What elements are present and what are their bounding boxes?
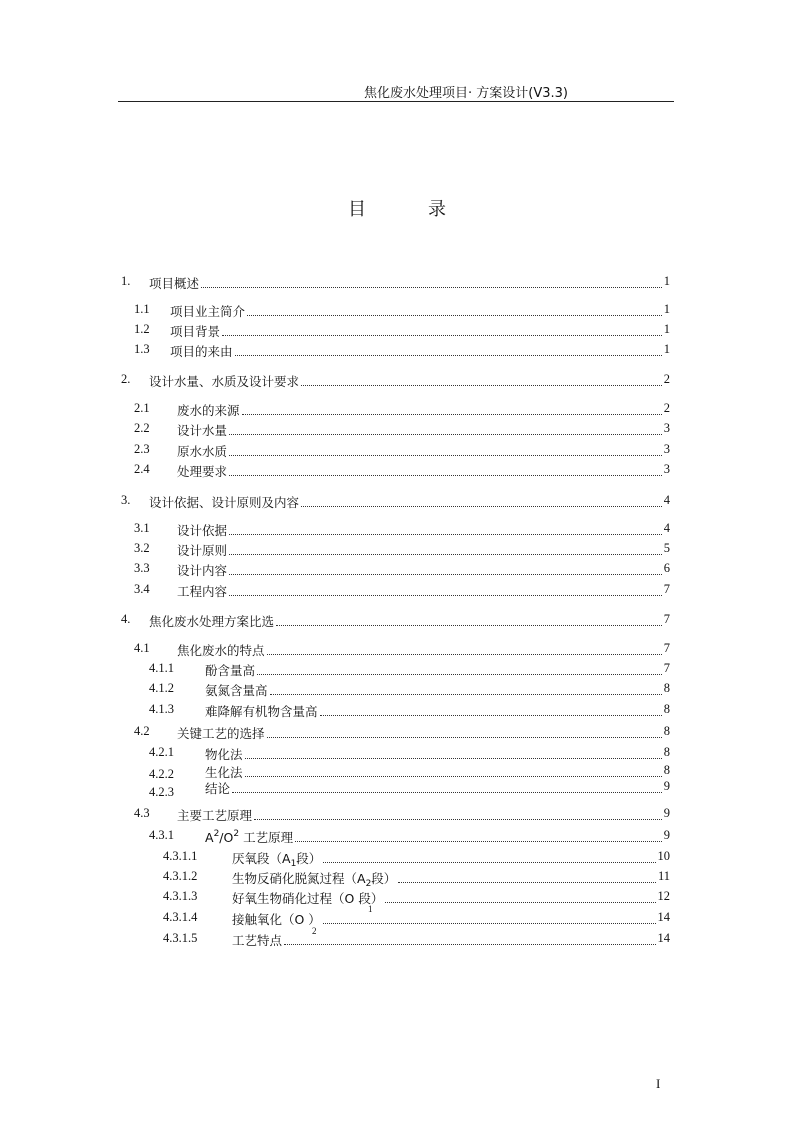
toc-title bbox=[0, 195, 794, 221]
toc-leader-dots bbox=[323, 923, 656, 924]
toc-entry-label: 氨氮含量高 bbox=[205, 683, 268, 698]
toc-page-number: 3 bbox=[663, 442, 670, 456]
toc-entry-1[interactable] bbox=[149, 274, 199, 292]
toc-page-number: 9 bbox=[663, 828, 670, 842]
toc-leader-dots bbox=[222, 335, 662, 336]
toc-entry-number: 4.3.1.5 bbox=[163, 931, 198, 945]
toc-entry-number: 3.2 bbox=[134, 541, 150, 555]
toc-entry-number: 4.2.3 bbox=[149, 785, 174, 799]
toc-entry-label: 设计原则 bbox=[177, 543, 228, 558]
toc-entry-label: A bbox=[205, 830, 214, 845]
toc-entry-3-4[interactable] bbox=[177, 582, 227, 600]
toc-entry-number: 3. bbox=[121, 493, 131, 507]
toc-entry-1-3[interactable] bbox=[170, 342, 233, 360]
toc-entry-number: 2.2 bbox=[134, 421, 150, 435]
toc-page-number: 1 bbox=[663, 342, 670, 356]
toc-entry-number: 4.3.1 bbox=[149, 828, 174, 842]
toc-page-number: 5 bbox=[663, 541, 670, 555]
toc-page-number: 4 bbox=[663, 493, 670, 507]
toc-entry-label: 设计水量 bbox=[177, 423, 228, 438]
toc-page-number: 11 bbox=[657, 869, 670, 883]
toc-entry-3-3[interactable] bbox=[177, 561, 227, 579]
toc-entry-label-part: 段） bbox=[296, 851, 322, 866]
toc-page-number: 14 bbox=[657, 931, 670, 945]
toc-page-number: 12 bbox=[657, 889, 670, 903]
superscript: 2 bbox=[213, 829, 220, 839]
subscript: 2 bbox=[365, 879, 372, 889]
superscript: 2 bbox=[233, 829, 240, 839]
toc-entry-label: 主要工艺原理 bbox=[177, 808, 253, 823]
toc-entry-label: 关键工艺的选择 bbox=[177, 726, 265, 741]
toc-leader-dots bbox=[276, 625, 662, 626]
toc-entry-3[interactable] bbox=[149, 493, 299, 511]
toc-page-number: 8 bbox=[663, 745, 670, 759]
toc-entry-label: 设计内容 bbox=[177, 563, 228, 578]
toc-page-number: 6 bbox=[663, 561, 670, 575]
toc-entry-label: 设计水量、水质及设计要求 bbox=[149, 374, 300, 389]
toc-page-number: 1 bbox=[663, 302, 670, 316]
toc-entry-label: 设计依据、设计原则及内容 bbox=[149, 495, 300, 510]
toc-entry-label: 废水的来源 bbox=[177, 403, 240, 418]
toc-entry-label: 生物反硝化脱氮过程（A bbox=[232, 871, 366, 886]
toc-leader-dots bbox=[229, 595, 662, 596]
toc-entry-number: 4.3.1.1 bbox=[163, 849, 198, 863]
toc-entry-4-3[interactable] bbox=[177, 806, 252, 824]
floating-superscript: 1 bbox=[368, 904, 373, 914]
toc-leader-dots bbox=[301, 506, 662, 507]
toc-entry-number: 2.4 bbox=[134, 462, 150, 476]
toc-entry-label: 酚含量高 bbox=[205, 663, 256, 678]
toc-page-number: 7 bbox=[663, 582, 670, 596]
toc-page-number: 7 bbox=[663, 661, 670, 675]
toc-entry-2-4[interactable] bbox=[177, 462, 227, 480]
page-header: 焦化废水处理项目· 方案设计(V3.3) bbox=[364, 86, 568, 101]
toc-entry-number: 4.3.1.3 bbox=[163, 889, 198, 903]
toc-page-number: 10 bbox=[657, 849, 670, 863]
toc-leader-dots bbox=[201, 287, 662, 288]
toc-entry-number: 4.3.1.2 bbox=[163, 869, 198, 883]
page-number-footer: I bbox=[656, 1076, 661, 1091]
toc-entry-number: 4.1.2 bbox=[149, 681, 174, 695]
toc-leader-dots bbox=[229, 434, 662, 435]
toc-leader-dots bbox=[320, 715, 662, 716]
toc-page-number: 7 bbox=[663, 612, 670, 626]
toc-page-number: 9 bbox=[663, 779, 670, 793]
toc-entry-3-2[interactable] bbox=[177, 541, 227, 559]
toc-page-number: 7 bbox=[663, 641, 670, 655]
toc-leader-dots bbox=[284, 944, 656, 945]
toc-entry-4-3-1[interactable] bbox=[205, 828, 293, 846]
toc-entry-number: 4.3.1.4 bbox=[163, 910, 198, 924]
toc-entry-label: 设计依据 bbox=[177, 523, 228, 538]
toc-page-number: 8 bbox=[663, 681, 670, 695]
toc-entry-number: 1.3 bbox=[134, 342, 150, 356]
floating-superscript: 2 bbox=[312, 926, 317, 936]
toc-entry-4-3-1-1[interactable] bbox=[232, 849, 321, 869]
toc-leader-dots bbox=[267, 654, 662, 655]
toc-entry-number: 1.1 bbox=[134, 302, 150, 316]
toc-entry-label-part: /O bbox=[219, 830, 234, 845]
toc-leader-dots bbox=[398, 882, 656, 883]
toc-entry-label: 物化法 bbox=[205, 747, 243, 762]
toc-entry-3-1[interactable] bbox=[177, 521, 227, 539]
toc-entry-label: 工艺特点 bbox=[232, 933, 283, 948]
toc-entry-number: 4.1.3 bbox=[149, 702, 174, 716]
toc-title-right: 录 bbox=[428, 199, 446, 220]
toc-leader-dots bbox=[267, 737, 662, 738]
toc-entry-number: 4.2.2 bbox=[149, 767, 174, 781]
toc-page-number: 3 bbox=[663, 462, 670, 476]
toc-leader-dots bbox=[229, 455, 662, 456]
toc-entry-label: 焦化废水处理方案比选 bbox=[149, 614, 275, 629]
toc-leader-dots bbox=[229, 554, 662, 555]
toc-entry-label-part: 段） bbox=[371, 871, 397, 886]
toc-leader-dots bbox=[301, 385, 662, 386]
toc-entry-label: 原水水质 bbox=[177, 444, 228, 459]
toc-entry-number: 3.3 bbox=[134, 561, 150, 575]
toc-entry-2-1[interactable] bbox=[177, 401, 240, 419]
toc-entry-label: 处理要求 bbox=[177, 464, 228, 479]
toc-entry-number: 2. bbox=[121, 372, 131, 386]
toc-entry-label-part: 工艺原理 bbox=[239, 830, 294, 845]
toc-leader-dots bbox=[254, 819, 662, 820]
toc-leader-dots bbox=[229, 574, 662, 575]
toc-page-number: 8 bbox=[663, 724, 670, 738]
toc-leader-dots bbox=[242, 414, 662, 415]
toc-entry-label: 生化法 bbox=[205, 765, 243, 780]
toc-entry-4-1-1[interactable] bbox=[205, 661, 255, 679]
toc-entry-number: 4.1 bbox=[134, 641, 150, 655]
toc-entry-number: 3.1 bbox=[134, 521, 150, 535]
toc-entry-number: 3.4 bbox=[134, 582, 150, 596]
toc-entry-number: 2.1 bbox=[134, 401, 150, 415]
toc-leader-dots bbox=[247, 315, 662, 316]
toc-entry-4-3-1-3[interactable] bbox=[232, 889, 383, 907]
toc-leader-dots bbox=[270, 694, 662, 695]
toc-title-left: 目 bbox=[348, 199, 366, 220]
toc-entry-4-3-1-5[interactable] bbox=[232, 931, 282, 949]
toc-entry-4-1-3[interactable] bbox=[205, 702, 318, 720]
toc-page-number: 9 bbox=[663, 806, 670, 820]
toc-entry-4-1-2[interactable] bbox=[205, 681, 268, 699]
toc-entry-label: 项目业主简介 bbox=[170, 304, 246, 319]
toc-leader-dots bbox=[323, 862, 656, 863]
toc-page-number: 4 bbox=[663, 521, 670, 535]
toc-entry-2[interactable] bbox=[149, 372, 299, 390]
toc-entry-number: 2.3 bbox=[134, 442, 150, 456]
toc-entry-4-2-3[interactable] bbox=[205, 779, 230, 797]
toc-entry-label: 难降解有机物含量高 bbox=[205, 704, 318, 719]
toc-entry-label: 焦化废水的特点 bbox=[177, 643, 265, 658]
toc-entry-label: 厌氧段（A bbox=[232, 851, 291, 866]
toc-leader-dots bbox=[385, 902, 656, 903]
toc-entry-number: 4. bbox=[121, 612, 131, 626]
toc-entry-label: 工程内容 bbox=[177, 584, 228, 599]
toc-entry-number: 1. bbox=[121, 274, 131, 288]
toc-page-number: 8 bbox=[663, 763, 670, 777]
toc-entry-number: 4.2 bbox=[134, 724, 150, 738]
toc-leader-dots bbox=[232, 792, 662, 793]
toc-entry-number: 4.1.1 bbox=[149, 661, 174, 675]
toc-page-number: 14 bbox=[657, 910, 670, 924]
toc-entry-number: 4.2.1 bbox=[149, 745, 174, 759]
toc-page-number: 3 bbox=[663, 421, 670, 435]
toc-entry-1-2[interactable] bbox=[170, 322, 220, 340]
toc-page-number: 1 bbox=[663, 274, 670, 288]
toc-leader-dots bbox=[295, 841, 662, 842]
toc-entry-label: 好氧生物硝化过程（O 段） bbox=[232, 891, 384, 906]
toc-entry-4-2-1[interactable] bbox=[205, 745, 243, 763]
toc-leader-dots bbox=[245, 758, 662, 759]
toc-page-number: 2 bbox=[663, 401, 670, 415]
toc-page-number: 2 bbox=[663, 372, 670, 386]
toc-entry-label: 接触氧化（O ） bbox=[232, 912, 321, 927]
toc-entry-4-3-1-2[interactable] bbox=[232, 869, 396, 889]
toc-entry-1-1[interactable] bbox=[170, 302, 245, 320]
toc-entry-4-1[interactable] bbox=[177, 641, 265, 659]
toc-leader-dots bbox=[245, 776, 662, 777]
toc-entry-label: 结论 bbox=[205, 781, 231, 796]
toc-entry-4-2[interactable] bbox=[177, 724, 265, 742]
toc-entry-number: 1.2 bbox=[134, 322, 150, 336]
toc-page-number: 1 bbox=[663, 322, 670, 336]
toc-entry-2-3[interactable] bbox=[177, 442, 227, 460]
subscript: 1 bbox=[290, 859, 297, 869]
toc-entry-label: 项目背景 bbox=[170, 324, 221, 339]
toc-entry-4[interactable] bbox=[149, 612, 274, 630]
toc-leader-dots bbox=[257, 674, 662, 675]
toc-leader-dots bbox=[229, 475, 662, 476]
toc-leader-dots bbox=[229, 534, 662, 535]
toc-entry-label: 项目概述 bbox=[149, 276, 200, 291]
toc-page-number: 8 bbox=[663, 702, 670, 716]
toc-entry-4-3-1-4[interactable] bbox=[232, 910, 321, 928]
toc-entry-number: 4.3 bbox=[134, 806, 150, 820]
header-rule bbox=[118, 101, 674, 102]
toc-leader-dots bbox=[235, 355, 662, 356]
toc-entry-2-2[interactable] bbox=[177, 421, 227, 439]
toc-entry-label: 项目的来由 bbox=[170, 344, 233, 359]
